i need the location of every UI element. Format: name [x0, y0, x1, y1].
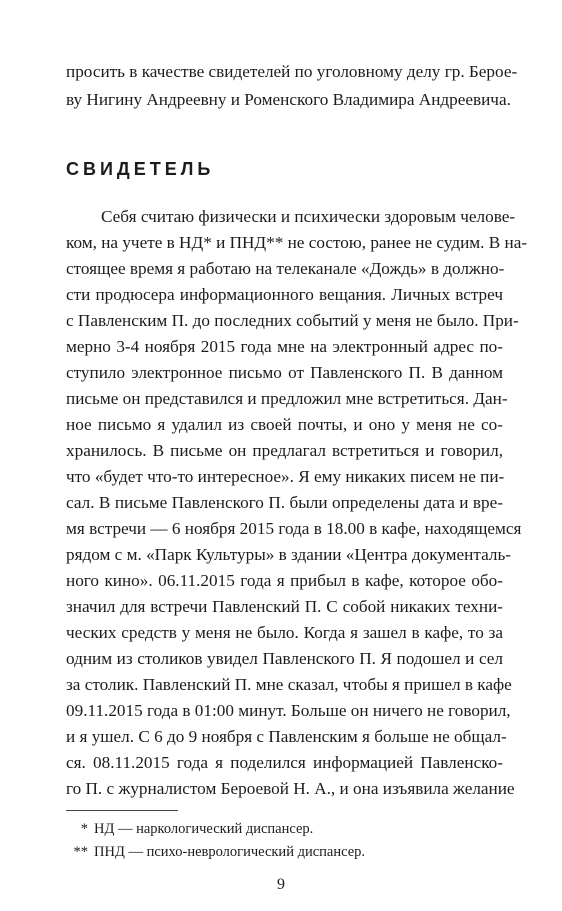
body-line: с Павленским П. до последних событий у меня не было. При-: [66, 311, 519, 330]
intro-line: просить в качестве свидетелей по уголовному делу гр. Берое-: [66, 62, 518, 81]
footnote-mark: **: [73, 844, 88, 860]
body-line: хранилось. В письме он предлагал встретиться и говорил,: [66, 441, 503, 460]
body-line: сти продюсера информационного вещания. Личных встреч: [66, 285, 503, 304]
page-number: 9: [277, 876, 285, 893]
body-line: стоящее время я работаю на телеканале «Дождь» в должно-: [66, 259, 505, 278]
body-line: одним из столиков увидел Павленского П. Я подошел и сел: [66, 649, 503, 668]
body-line: за столик. Павленский П. мне сказал, чтобы я пришел в кафе: [66, 675, 512, 694]
body-line: Себя считаю физически и психически здоровым челове-: [101, 207, 516, 226]
body-line: го П. с журналистом Бероевой Н. А., и она изъявила желание: [66, 779, 515, 798]
body-line: письме он представился и предложил мне встретиться. Дан-: [66, 389, 508, 408]
body-line: ного кино». 06.11.2015 года я прибыл в кафе, которое обо-: [66, 571, 503, 590]
body-line: мерно 3-4 ноября 2015 года мне на электронный адрес по-: [66, 337, 503, 356]
footnote-text: НД — наркологический диспансер.: [94, 821, 314, 837]
footnote-text: ПНД — психо-неврологический диспансер.: [94, 844, 366, 860]
body-line: и я ушел. С 6 до 9 ноября с Павленским я больше не общал-: [66, 727, 507, 746]
section-heading: СВИДЕТЕЛЬ: [66, 159, 215, 179]
body-line: рядом с м. «Парк Культуры» в здании «Центра документаль-: [66, 545, 512, 564]
body-line: ся. 08.11.2015 года я поделился информацией Павленско-: [66, 753, 503, 772]
body-line: ное письмо я удалил из своей почты, и оно у меня не со-: [66, 415, 503, 434]
body-line: ступило электронное письмо от Павленского П. В данном: [66, 363, 503, 382]
body-line: значил для встречи Павленский П. С собой никаких техни-: [66, 597, 503, 616]
body-line: сал. В письме Павленского П. были определены дата и вре-: [66, 493, 503, 512]
body-line: 09.11.2015 года в 01:00 минут. Больше он ничего не говорил,: [66, 701, 511, 720]
footnote-rule: [66, 810, 178, 811]
footnote-mark: *: [80, 821, 88, 837]
body-line: ческих средств у меня не было. Когда я зашел в кафе, то за: [66, 623, 503, 642]
body-line: ком, на учете в НД* и ПНД** не состою, ранее не судим. В на-: [66, 233, 528, 252]
body-line: что «будет что-то интересное». Я ему никаких писем не пи-: [66, 467, 505, 486]
body-line: мя встречи — 6 ноября 2015 года в 18.00 в кафе, находящемся: [66, 519, 522, 538]
intro-line: ву Нигину Андреевну и Роменского Владимира Андреевича.: [66, 90, 511, 109]
